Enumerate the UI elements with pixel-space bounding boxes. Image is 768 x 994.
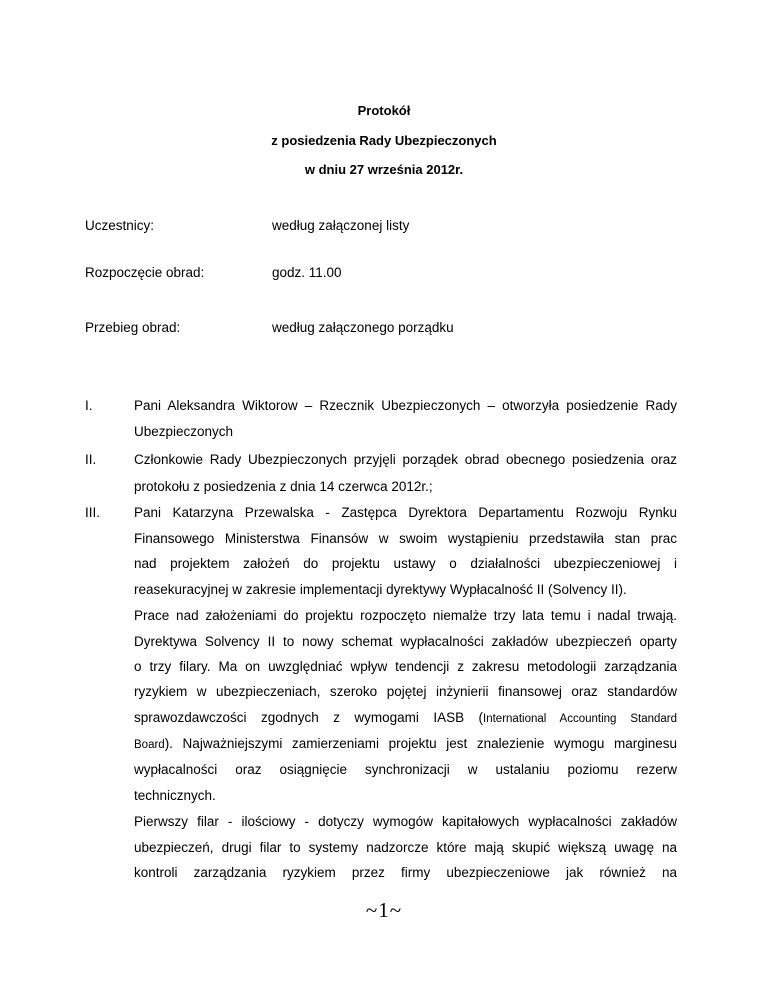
item-line: wypłacalności oraz osiągnięcie synchronizacji w ustalaniu poziomu rezerw <box>134 762 677 777</box>
item-number: I. <box>85 398 93 413</box>
iasb-full-name: International Accounting Standard <box>483 713 678 725</box>
item-line: Board). Najważniejszymi zamierzeniami projektu jest znalezienie wymogu marginesu <box>134 736 677 751</box>
item-line: Członkowie Rady Ubezpieczonych przyjęli porządek obrad obecnego posiedzenia oraz <box>134 452 677 467</box>
document-subtitle: z posiedzenia Rady Ubezpieczonych <box>271 133 497 148</box>
item-line: Ubezpieczonych <box>134 424 234 439</box>
item-line: ryzykiem w ubezpieczeniach, szeroko pojętej inżynierii finansowej oraz standardów <box>134 684 677 699</box>
start-value: godz. 11.00 <box>272 265 342 280</box>
item-number: III. <box>85 505 101 520</box>
document-title: Protokół <box>357 103 411 118</box>
item-line: reasekuracyjnej w zakresie implementacji dyrektywy Wypłacalność II (Solvency II). <box>134 582 627 597</box>
item-line: o trzy filary. Ma on uwzględniać wpływ tendencji z zakresu metodologii zarządzania <box>134 659 677 674</box>
participants-label: Uczestnicy: <box>85 218 155 233</box>
item-line-part: sprawozdawczości zgodnych z wymogami IASB ( <box>134 710 484 725</box>
item-line: ubezpieczeń, drugi filar to systemy nadzorcze które mają skupić większą uwagę na <box>134 840 677 855</box>
item-line: Pani Aleksandra Wiktorow – Rzecznik Ubezpieczonych – otworzyła posiedzenie Rady <box>134 398 677 413</box>
item-line: Prace nad założeniami do projektu rozpoczęto niemalże trzy lata temu i nadal trwają. <box>134 608 677 623</box>
agenda-value: według załączonego porządku <box>272 320 454 335</box>
item-line: Dyrektywa Solvency II to nowy schemat wypłacalności zakładów ubezpieczeń oparty <box>134 634 677 649</box>
start-label: Rozpoczęcie obrad: <box>85 265 205 280</box>
agenda-label: Przebieg obrad: <box>85 320 181 335</box>
item-line: Pierwszy filar - ilościowy - dotyczy wymogów kapitałowych wypłacalności zakładów <box>134 814 677 829</box>
item-line: Pani Katarzyna Przewalska - Zastępca Dyrektora Departamentu Rozwoju Rynku <box>134 505 677 520</box>
document-date: w dniu 27 września 2012r. <box>304 162 464 177</box>
page-number: ~1~ <box>365 898 403 922</box>
item-line: Finansowego Ministerstwa Finansów w swoim wystąpieniu przedstawiła stan prac <box>134 531 677 546</box>
item-line: nad projektem założeń do projektu ustawy o działalności ubezpieczeniowej i <box>134 556 677 571</box>
item-line-iasb <box>134 710 677 727</box>
item-line: technicznych. <box>134 788 216 803</box>
participants-value: według załączonej listy <box>272 218 410 233</box>
item-line: kontroli zarządzania ryzykiem przez firmy ubezpieczeniowe jak również na <box>134 865 677 880</box>
item-line: protokołu z posiedzenia z dnia 14 czerwca 2012r.; <box>134 479 433 494</box>
item-number: II. <box>85 452 97 467</box>
